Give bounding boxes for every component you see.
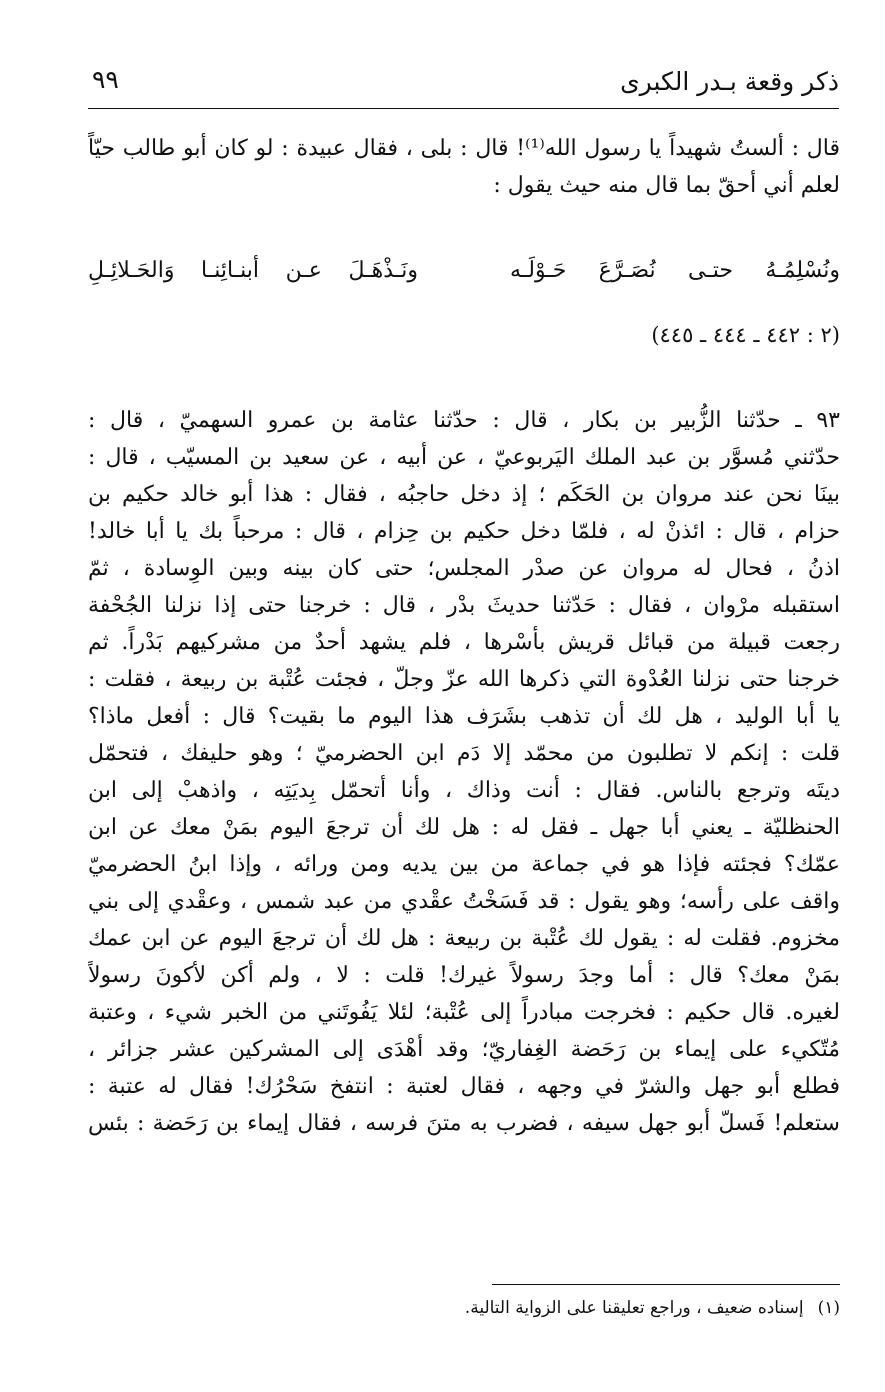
text-line: اذنُ ، فحال له مروان عن صدْر المجلس؛ حتى كان بينه وبين الوِسادة ، ثمّ <box>88 556 840 581</box>
poetry-verse <box>88 251 840 291</box>
text-line: ٩٣ ـ حدّثنا الزُّبير بن بكار ، قال : حدّثنا عثامة بن عمرو السهميّ ، قال : <box>88 408 840 433</box>
text-line: عمّك؟ فجئته فإذا هو في جماعة من بين يديه ومن ورائه ، وإذا ابنُ الحضرميّ <box>88 852 840 877</box>
page-number: ٩٩ <box>92 65 119 94</box>
running-title: ذكر وقعة بـدر الكبرى <box>620 67 839 96</box>
text-line: واقف على رأسه؛ وهو يقول : قد فَسَخْتُ عقْدي من عبد شمس ، وعقْدي إلى بني <box>88 889 840 914</box>
text-line: بمَنْ معك؟ قال : أما وجدَ رسولاً غيرك! قلت : لا ، ولم أكن لأكونَ رسولاً <box>88 963 840 988</box>
text-line: فطلع أبو جهل والشرّ في وجهه ، فقال لعتبة : انتفخ سَحْرُك! فقال له عتبة : <box>88 1074 840 1099</box>
text-line: ديتَه وترجع بالناس. فقال : أنت وذاك ، وأنا أتحمّل بِديَتِه ، واذهبْ إلى ابن <box>88 778 840 803</box>
text-line: لعلم أني أحقّ بما قال منه حيث يقول : <box>493 173 840 198</box>
text-line: بينَا نحن عند مروان بن الحَكَم ؛ إذ دخل حاجبُه ، فقال : هذا أبو خالد حكيم بن <box>88 482 840 507</box>
text-line: يا أبا الوليد ، هل لك أن تذهب بشَرَف هذا اليوم ما بقيت؟ قال : أفعل ماذا؟ <box>88 704 840 729</box>
text-line: الحنظليّة ـ يعني أبا جهل ـ فقل له : هل لك أن ترجعَ اليوم بمَنْ معك عن ابن <box>88 815 840 840</box>
footnote <box>300 1294 840 1322</box>
intro-paragraph <box>88 130 840 204</box>
text-line: حزام ، قال : ائذنْ له ، فلمّا دخل حكيم بن حِزام ، قال : مرحباً بك يا أبا خالد! <box>88 519 840 544</box>
footnote-rule <box>492 1284 840 1285</box>
footnote-mark: (١) <box>817 1298 840 1318</box>
text-line: رجعت قبيلة من قبائل قريش بأسْرها ، فلم يشهد أحدٌ من مشركيهم بَدْراً. ثم <box>88 630 840 655</box>
text-line: ستعلم! فَسلّ أبو جهل سيفه ، فضرب به متنَ فرسه ، فقال إيماء بن رَحَضة : بئس <box>88 1111 840 1136</box>
footnote-text: إسناده ضعيف ، وراجع تعليقنا على الزواية التالية. <box>464 1298 804 1318</box>
text-line: استقبله مرْوان ، فقال : حَدّثنا حديثَ بدْر ، قال : خرجنا حتى إذا نزلنا الجُحْفة <box>88 593 840 618</box>
text-line: خرجنا حتى نزلنا العُدْوة التي ذكرها الله عزّ وجلّ ، فجئت عُتْبة بن ربيعة ، فقلت : <box>88 667 840 692</box>
source-citation: (٢ : ٤٤٢ ـ ٤٤٤ ـ ٤٤٥) <box>651 323 840 347</box>
text-line: قلت : إنكم لا تطلبون من محمّد إلا دَم ابن الحضرميّ ؛ وهو حليفك ، فتحمّل <box>88 741 840 766</box>
text-line: مخزوم. فقلت له : يقول لك عُتْبة بن ربيعة : هل لك أن ترجعَ اليوم عن ابن عمك <box>88 926 840 951</box>
narration-paragraph <box>88 402 840 1142</box>
text-line: مُتّكيء على إيماء بن رَحَضة الغِفاريّ؛ وقد أهْدَى إلى المشركين عشر جزائر ، <box>88 1037 840 1062</box>
page-header <box>88 62 839 108</box>
verse-hemistich-first: ونُسْلِمُـهُ حتـى نُصَـرَّعَ حَـوْلَـه <box>510 258 840 283</box>
header-rule <box>88 108 839 109</box>
text-line: حدّثني مُسوَّر بن عبد الملك اليَربوعيّ ، عن أبيه ، عن سعيد بن المسيّب ، قال : <box>88 445 840 470</box>
text-line: قال : ألستُ شهيداً يا رسول الله⁽¹⁾! قال : بلى ، فقال عبيدة : لو كان أبو طالب حيّاً <box>88 136 840 161</box>
verse-hemistich-second: ونَـذْهَـلَ عـن أبنـائِنـا وَالحَـلائِـلِ <box>88 258 418 283</box>
text-line: لغيره. قال حكيم : فخرجت مبادراً إلى عُتْبة؛ لئلا يَفُوتَني من الخبر شيء ، وعتبة <box>88 1000 840 1025</box>
